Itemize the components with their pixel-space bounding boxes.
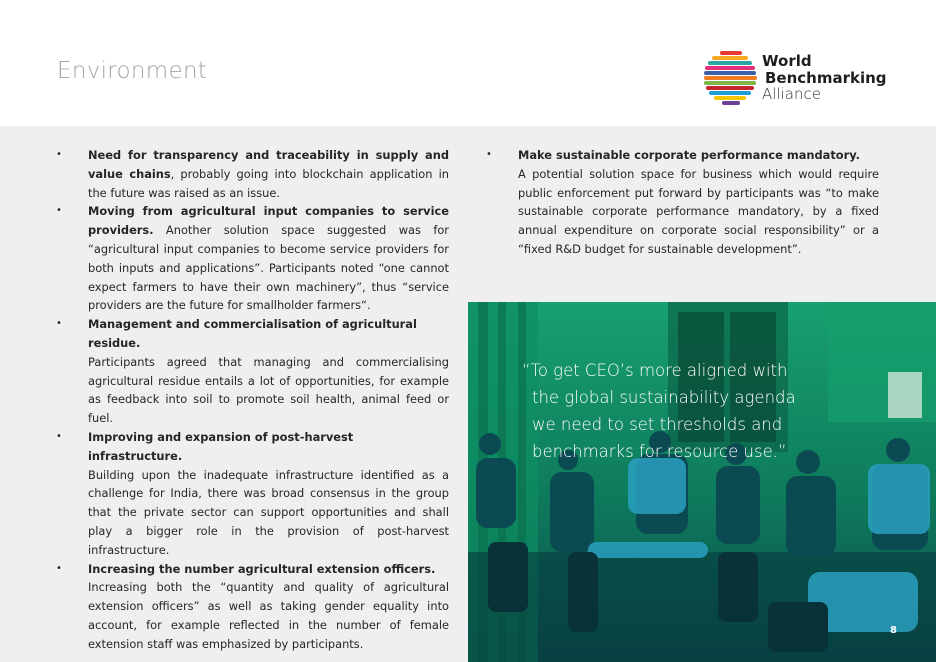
- list-item: [486, 146, 879, 259]
- pull-quote: [522, 357, 852, 465]
- photo-illustration: [468, 302, 936, 662]
- list-item-title: Improving and expansion of post-harvest infrastructure.: [88, 429, 354, 463]
- list-item-title: Moving from agricultural input companies to service providers.: [88, 204, 449, 238]
- list-item: [56, 315, 449, 428]
- list-item-title: Make sustainable corporate performance mandatory.: [518, 148, 860, 162]
- workshop-photo: [468, 302, 936, 662]
- list-item: [56, 428, 449, 560]
- bullet-icon: •: [486, 149, 492, 160]
- bullet-icon: •: [56, 149, 62, 160]
- quote-line: the global sustainability agenda: [532, 388, 796, 407]
- page-title: Environment: [57, 58, 208, 84]
- logo-line-world: World: [762, 52, 812, 70]
- page-number: 8: [890, 625, 897, 636]
- list-item-body: Increasing both the “quantity and quality of agricultural extension officers” as well as taking gender equality into account, for example reflected in the number of female extension staff was emphasized by participants.: [88, 580, 449, 651]
- right-column: [486, 146, 879, 259]
- bullet-icon: •: [56, 562, 62, 574]
- bullet-icon: •: [56, 318, 62, 330]
- list-item-body: A potential solution space for business which would require public enforcement put forward by participants was “to make sustainable corporate performance mandatory, by a fixed annual expenditure on corporate social responsibility” or a “fixed R&D budget for sustainable development”.: [518, 166, 879, 256]
- quote-line: “To get CEO’s more aligned with: [522, 361, 788, 380]
- list-item-body: Another solution space suggested was for “agricultural input companies to become service providers for both inputs and applications”. Participants noted “one cannot expect farmers to have their own machinery”, thus “service providers are the future for smallholder farmers“.: [88, 223, 449, 313]
- bullet-icon: •: [56, 205, 62, 217]
- list-item-title: Need for transparency and traceability in supply and value chains: [88, 148, 449, 181]
- list-item-title: Increasing the number agricultural extension officers.: [88, 561, 436, 576]
- logo-line-benchmarking: Benchmarking: [765, 68, 887, 87]
- list-item-body: , probably going into blockchain application in the future was raised as an issue.: [88, 166, 449, 200]
- page-header: [0, 0, 936, 126]
- list-item: [56, 560, 449, 654]
- logo-line-alliance: Alliance: [762, 85, 821, 103]
- list-item: [56, 146, 449, 202]
- wba-logo-text: [762, 53, 887, 103]
- quote-line: we need to set thresholds and: [532, 415, 783, 434]
- left-column: [56, 146, 449, 654]
- wba-logo: [704, 50, 904, 106]
- list-item-body: Participants agreed that managing and commercialising agricultural residue entails a lot of opportunities, for example as feedback into soil to promote soil health, animal feed or fuel.: [88, 354, 449, 426]
- list-item: [56, 202, 449, 315]
- bullet-icon: •: [56, 430, 62, 442]
- quote-line: benchmarks for resource use.”: [532, 442, 787, 461]
- list-item-body: Building upon the inadequate infrastructure identified as a challenge for India, there was broad consensus in the group that the private sector can support opportunities and shall play a bigger role in the provision of post-harvest infrastructure.: [88, 467, 449, 557]
- wba-logo-mark-icon: [704, 50, 758, 106]
- list-item-title: Management and commercialisation of agricultural residue.: [88, 317, 417, 350]
